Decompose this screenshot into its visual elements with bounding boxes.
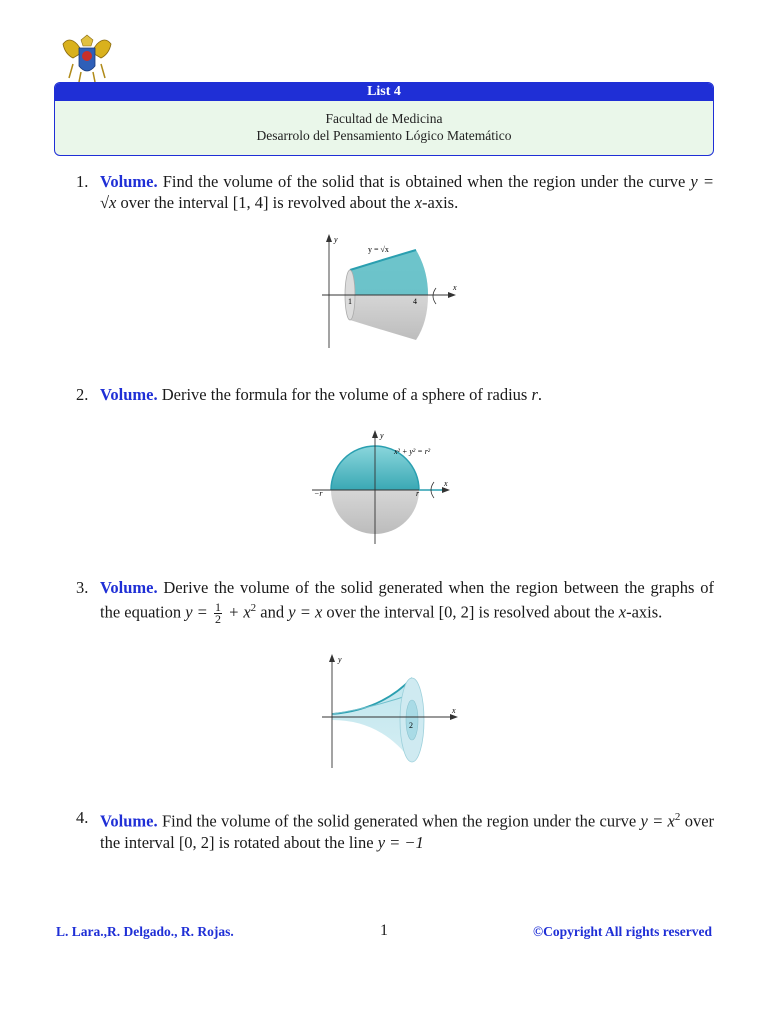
problem-keyword: Volume. bbox=[100, 578, 158, 597]
figure-tick-label: 1 bbox=[348, 297, 352, 306]
math-variable: x bbox=[618, 602, 627, 622]
math-fraction: $\frac{1}{2}$ bbox=[214, 600, 221, 627]
problem-text: over the interval bbox=[100, 811, 715, 852]
problem-number: 3. bbox=[76, 578, 89, 597]
figure-tick-label: r bbox=[416, 489, 420, 498]
math-interval: [0, 2] bbox=[178, 832, 215, 852]
math-variable: x bbox=[414, 193, 423, 212]
math-expression: + x bbox=[228, 602, 251, 622]
figure-y-label: y bbox=[380, 431, 384, 440]
footer-authors: L. Lara.,R. Delgado., R. Rojas. bbox=[56, 924, 234, 939]
problem-number: 2. bbox=[76, 385, 89, 404]
math-exponent: 2 bbox=[674, 811, 681, 823]
course-name: Desarrolo del Pensamiento Lógico Matemático bbox=[256, 128, 512, 143]
list-header-box bbox=[54, 82, 714, 156]
faculty-name: Facultad de Medicina bbox=[325, 111, 443, 126]
problem-3 bbox=[76, 577, 714, 625]
problem-text: . bbox=[537, 385, 543, 404]
problem-keyword: Volume. bbox=[100, 811, 158, 831]
figure-tick-label: 2 bbox=[409, 721, 413, 730]
footer-copyright: ©Copyright All rights reserved bbox=[533, 924, 712, 939]
figure-y-label: y bbox=[338, 655, 342, 664]
problem-text: Derive the formula for the volume of a sphere of radius bbox=[161, 385, 528, 404]
problem-text: Find the volume of the solid generated when the region under the curve bbox=[161, 811, 637, 831]
problem-text: Derive the volume of the solid generated when the region between the graphs of the equation bbox=[100, 578, 714, 622]
problem-text: is revolved about the bbox=[272, 193, 411, 212]
math-expression: y = bbox=[185, 602, 208, 622]
math-expression: y = √x bbox=[100, 172, 714, 212]
figure-x-label: x bbox=[453, 283, 457, 292]
footer-page-number: 1 bbox=[380, 922, 388, 939]
figure-tick-label: 4 bbox=[413, 297, 417, 306]
math-variable: r bbox=[531, 385, 538, 404]
problem-1 bbox=[76, 171, 714, 213]
list-title: List 4 bbox=[55, 83, 713, 101]
figure-x-label: x bbox=[444, 479, 448, 488]
figure-washer-solid bbox=[312, 650, 472, 772]
problem-text: over the interval bbox=[326, 602, 435, 622]
problem-keyword: Volume. bbox=[100, 172, 158, 191]
figure-curve-label: y = √x bbox=[368, 245, 389, 254]
problem-text: is resolved about the bbox=[478, 602, 615, 622]
math-interval: [0, 2] bbox=[438, 602, 475, 622]
university-crest-logo bbox=[55, 34, 119, 84]
math-expression: y = x bbox=[288, 602, 323, 622]
figure-x-label: x bbox=[452, 706, 456, 715]
problem-text: over the interval bbox=[120, 193, 229, 212]
math-expression: y = −1 bbox=[377, 832, 424, 852]
problem-text: and bbox=[260, 602, 285, 622]
problem-2 bbox=[76, 384, 714, 405]
problem-text: -axis. bbox=[422, 193, 459, 212]
problem-number: 1. bbox=[76, 172, 89, 191]
math-interval: [1, 4] bbox=[232, 193, 269, 212]
math-expression: y = x bbox=[640, 811, 675, 831]
math-exponent: 2 bbox=[250, 602, 257, 614]
figure-curve-label: x² + y² = r² bbox=[394, 447, 431, 456]
problem-keyword: Volume. bbox=[100, 385, 158, 404]
problem-4 bbox=[76, 807, 714, 853]
figure-revolved-sqrt bbox=[312, 230, 472, 352]
figure-tick-label: −r bbox=[314, 489, 323, 498]
figure-sphere bbox=[310, 426, 460, 546]
problem-text: -axis. bbox=[626, 602, 663, 622]
problem-number: 4. bbox=[76, 808, 89, 827]
problem-text: is rotated about the line bbox=[218, 832, 374, 852]
figure-y-label: y bbox=[334, 235, 338, 244]
problem-text: Find the volume of the solid that is obtained when the region under the curve bbox=[162, 172, 686, 191]
